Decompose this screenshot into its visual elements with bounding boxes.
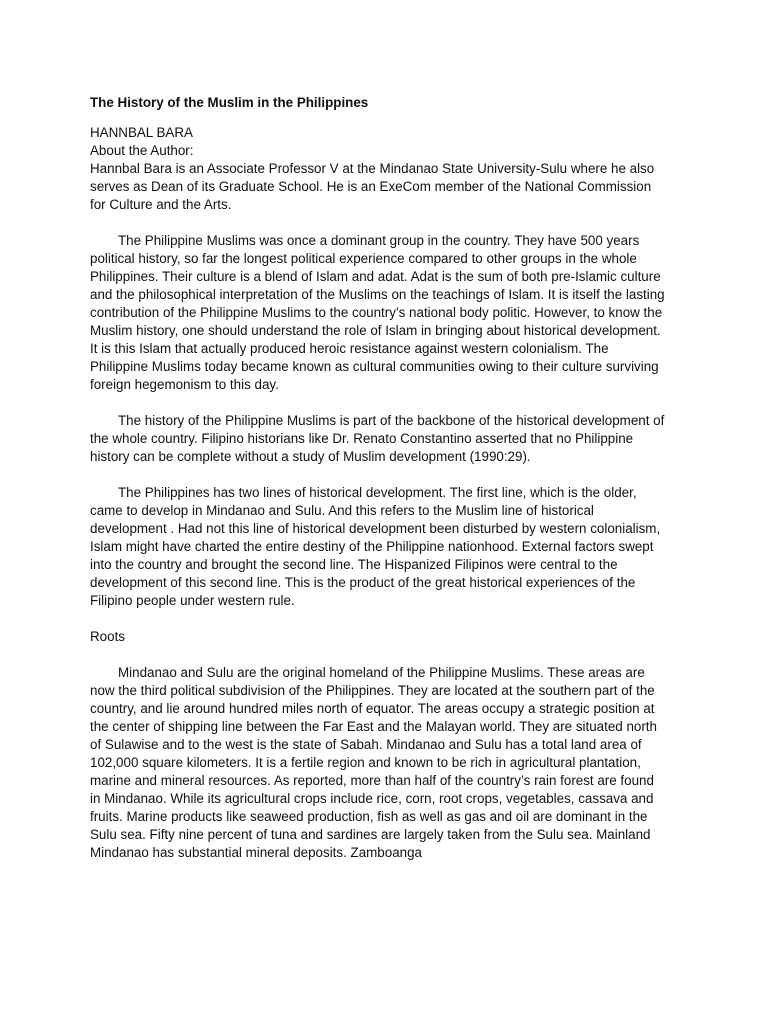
author-block (90, 124, 668, 214)
body-paragraph-2: The history of the Philippine Muslims is part of the backbone of the historical development of the whole country. Filipino historians like Dr. Renato Constantino asserted that no Philippine history can be complete without a study of Muslim development (1990:29). (90, 413, 665, 464)
roots-paragraph: Mindanao and Sulu are the original homeland of the Philippine Muslims. These areas are now the third political subdivision of the Philippines. They are located at the southern part of the country, and lie around hundred miles north of equator. The areas occupy a strategic position at the center of shipping line between the Far East and the Malayan world. They are situated north of Sulawise and to the west is the state of Sabah. Mindanao and Sulu has a total land area of 102,000 square kilometers. It is a fertile region and known to be rich in agricultural plantation, marine and mineral resources. As reported, more than half of the country’s rain forest are found in Mindanao. While its agricultural crops include rice, corn, root crops, vegetables, cassava and fruits. Marine products like seaweed production, fish as well as gas and oil are dominant in the Sulu sea. Fifty nine percent of tuna and sardines are largely taken from the Sulu sea. Mainland Mindanao has substantial mineral deposits. Zamboanga (90, 665, 657, 860)
about-author-label: About the Author: (90, 143, 194, 158)
section-heading-roots: Roots (90, 629, 125, 644)
document-title: The History of the Muslim in the Philippines (90, 95, 369, 110)
about-author-text: Hannbal Bara is an Associate Professor V at the Mindanao State University-Sulu where he also serves as Dean of its Graduate School. He is an ExeCom member of the National Commission for Culture and the Arts. (90, 161, 655, 212)
body-paragraph-1: The Philippine Muslims was once a dominant group in the country. They have 500 years political history, so far the longest political experience compared to other groups in the whole Philippines. Their culture is a blend of Islam and adat. Adat is the sum of both pre-Islamic culture and the philosophical interpretation of the Muslims on the teachings of Islam. It is itself the lasting contribution of the Philippine Muslims to the country’s national body politic. However, to know the Muslim history, one should understand the role of Islam in bringing about historical development. It is this Islam that actually produced heroic resistance against western colonialism. The Philippine Muslims today became known as cultural communities owing to their culture surviving foreign hegemonism to this day. (90, 233, 665, 392)
body-paragraph-3: The Philippines has two lines of historical development. The first line, which is the older, came to develop in Mindanao and Sulu. And this refers to the Muslim line of historical development . Had not this line of historical development been disturbed by western colonialism, Islam might have charted the entire destiny of the Philippine nationhood. External factors swept into the country and brought the second line. The Hispanized Filipinos were central to the development of this second line. This is the product of the great historical experiences of the Filipino people under western rule. (90, 485, 661, 608)
author-name: HANNBAL BARA (90, 125, 193, 140)
